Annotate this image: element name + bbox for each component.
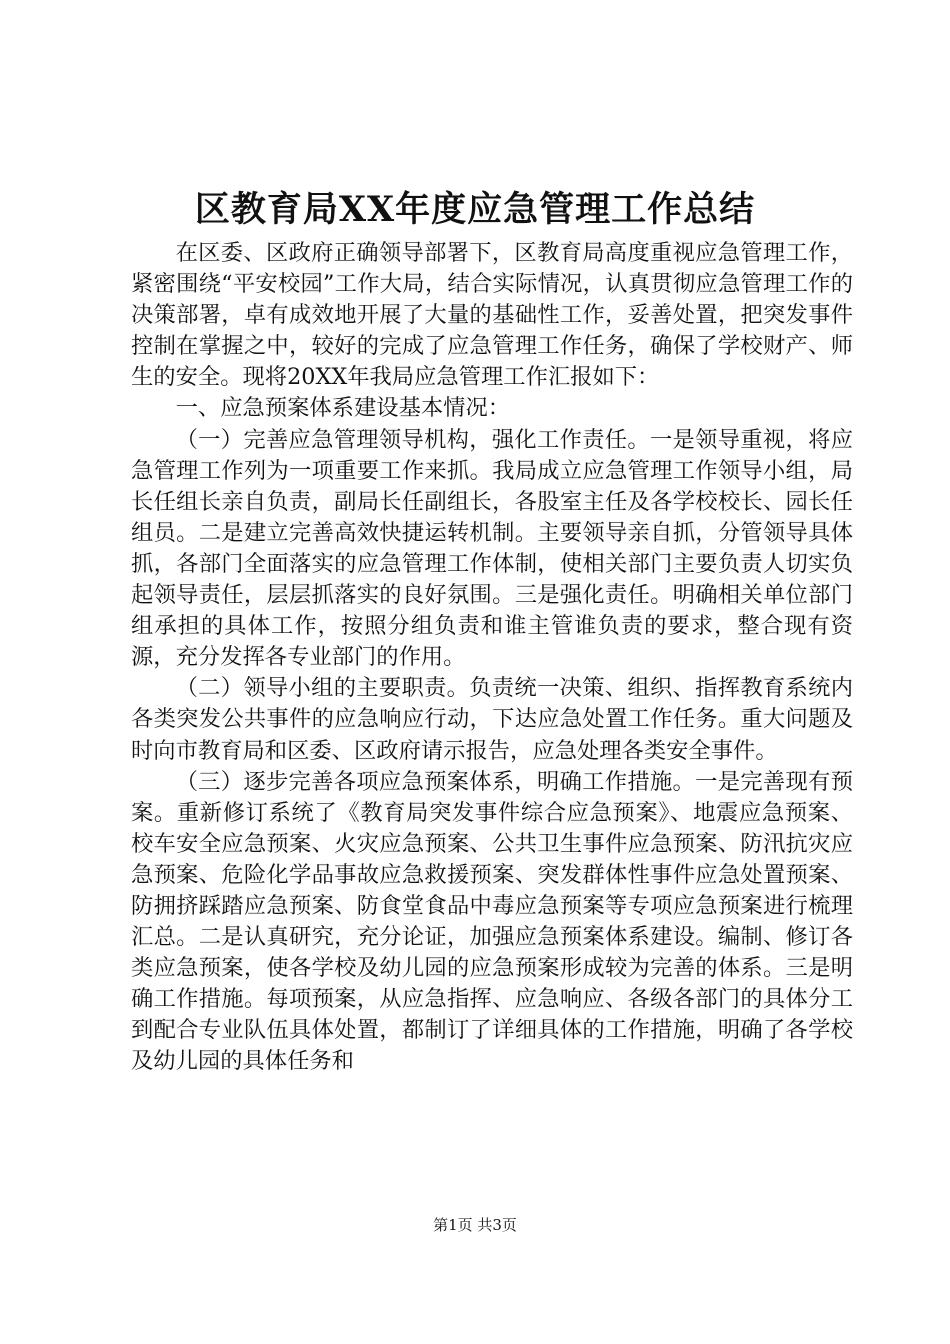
- document-body: [131, 238, 853, 1078]
- section-heading-1: 一、应急预案体系建设基本情况：: [175, 395, 511, 422]
- document-title: 区教育局XX年度应急管理工作总结: [194, 189, 756, 230]
- paragraph-item-3: （三）逐步完善各项应急预案体系，明确工作措施。一是完善现有预案。重新修订系统了《教育局突发事件综合应急预案》、地震应急预案、校车安全应急预案、火灾应急预案、公共卫生事件应急预案、防汛抗灾应急预案、危险化学品事故应急救援预案、突发群体性事件应急处置预案、防拥挤踩踏应急预案、防食堂食品中毒应急预案等专项应急预案进行梳理汇总。二是认真研究，充分论证，加强应急预案体系建设。编制、修订各类应急预案，使各学校及幼儿园的应急预案形成较为完善的体系。三是明确工作措施。每项预案，从应急指挥、应急响应、各级各部门的具体分工到配合专业队伍具体处置，都制订了详细具体的工作措施，明确了各学校及幼儿园的具体任务和: [131, 768, 853, 1075]
- paragraph-intro: 在区委、区政府正确领导部署下，区教育局高度重视应急管理工作，紧密围绕“平安校园”工作大局，结合实际情况，认真贯彻应急管理工作的决策部署，卓有成效地开展了大量的基础性工作，妥善处置，把突发事件控制在掌握之中，较好的完成了应急管理工作任务，确保了学校财产、师生的安全。现将20XX年我局应急管理工作汇报如下：: [131, 240, 853, 391]
- page-footer: 第1页 共3页: [433, 1216, 517, 1234]
- paragraph-item-1: （一）完善应急管理领导机构，强化工作责任。一是领导重视，将应急管理工作列为一项重要工作来抓。我局成立应急管理工作领导小组，局长任组长亲自负责，副局长任副组长，各股室主任及各学校校长、园长任组员。二是建立完善高效快捷运转机制。主要领导亲自抓，分管领导具体抓，各部门全面落实的应急管理工作体制，使相关部门主要负责人切实负起领导责任，层层抓落实的良好氛围。三是强化责任。明确相关单位部门组承担的具体工作，按照分组负责和谁主管谁负责的要求，整合现有资源，充分发挥各专业部门的作用。: [131, 426, 853, 671]
- paragraph-item-2: （二）领导小组的主要职责。负责统一决策、组织、指挥教育系统内各类突发公共事件的应急响应行动，下达应急处置工作任务。重大问题及时向市教育局和区委、区政府请示报告，应急处理各类安全事件。: [131, 675, 853, 764]
